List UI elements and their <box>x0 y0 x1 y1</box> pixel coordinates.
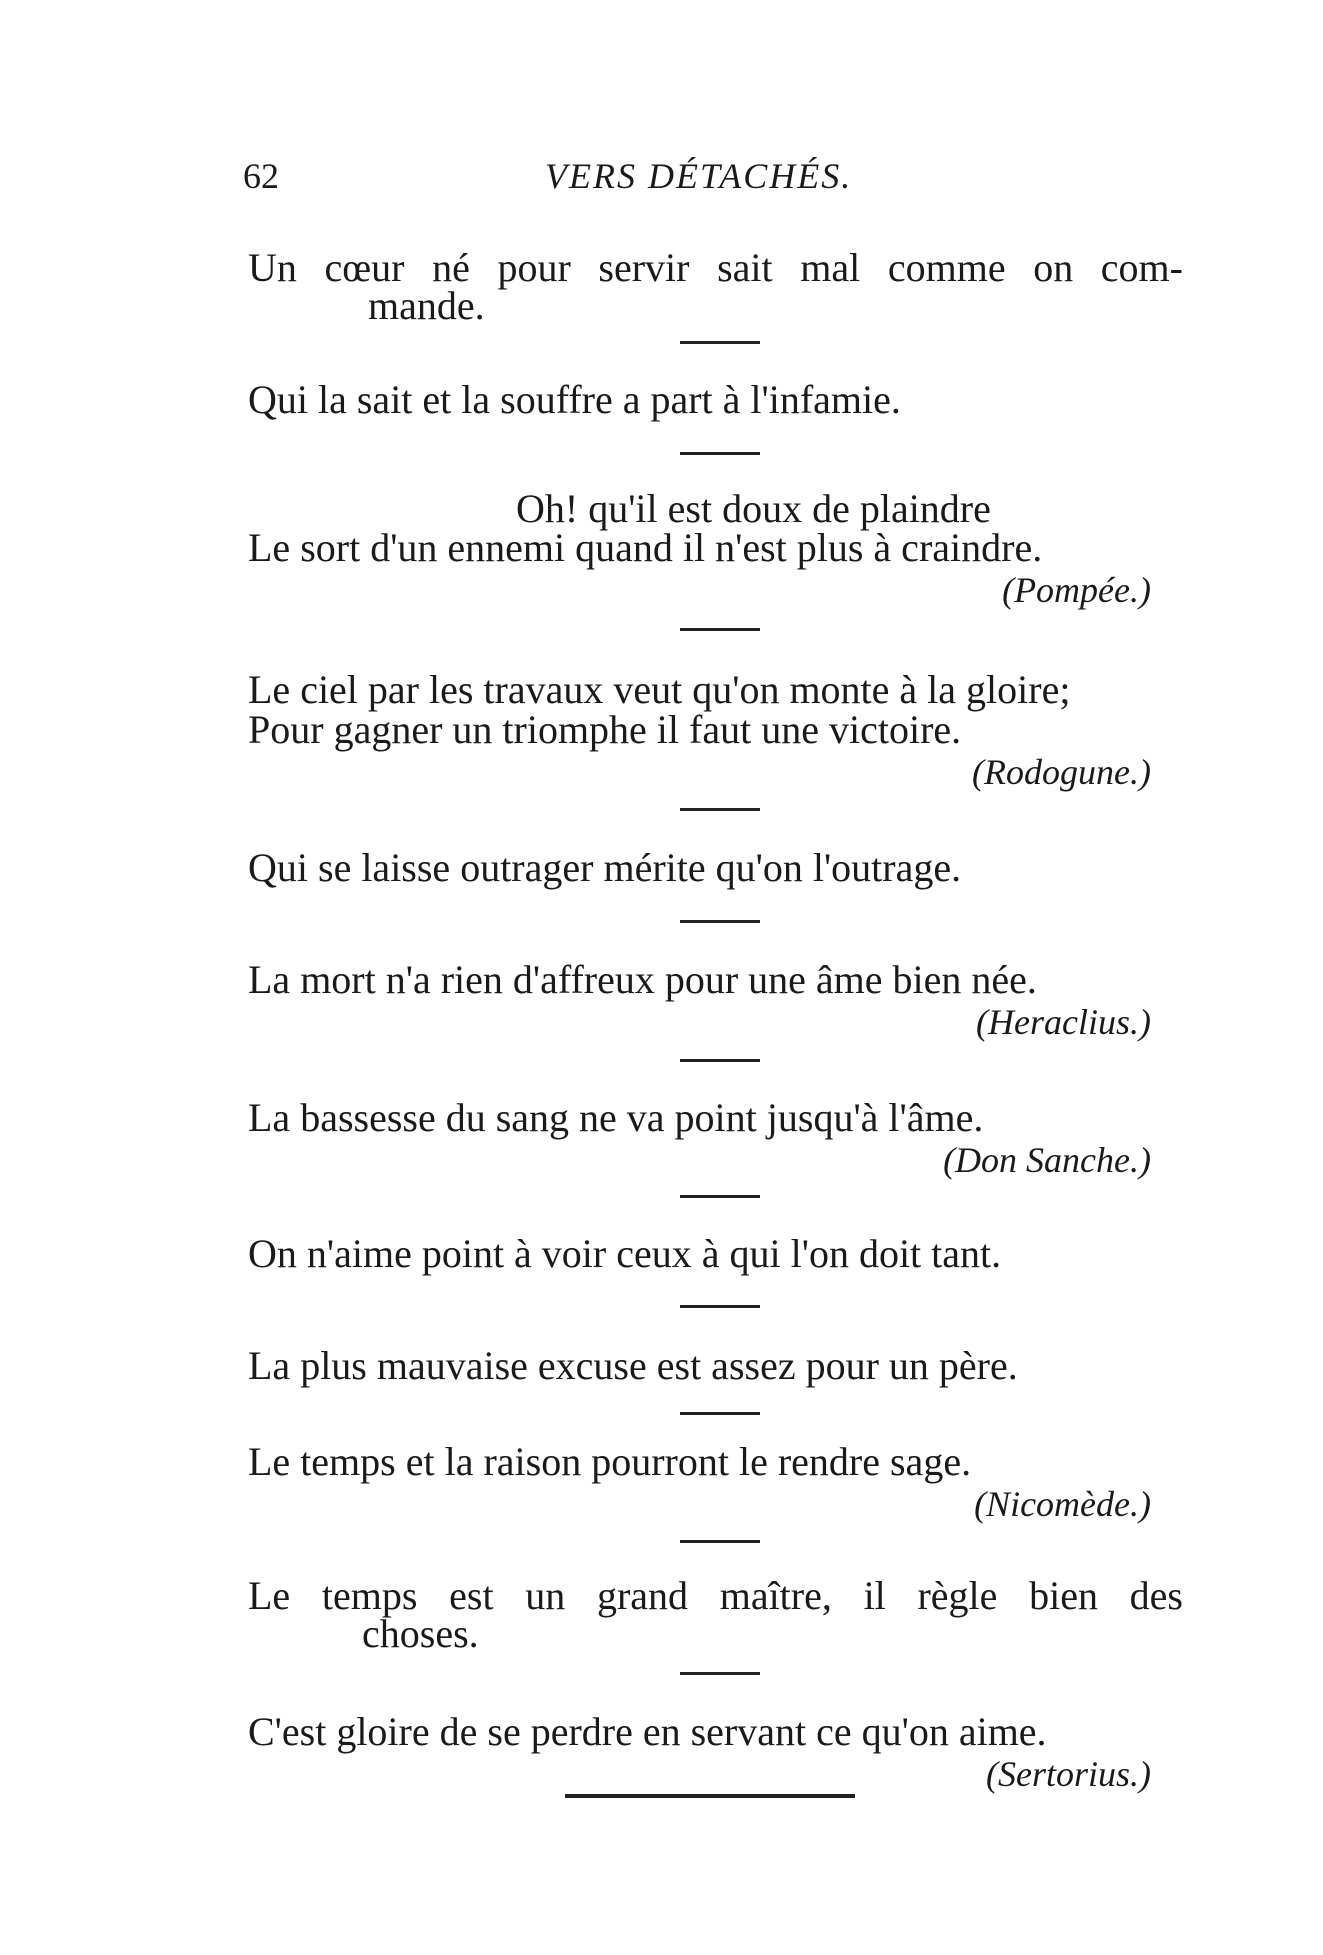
citation: (Heraclius.) <box>976 1002 1151 1042</box>
separator-rule <box>680 452 760 455</box>
separator-rule <box>680 1672 760 1675</box>
verse-line: On n'aime point à voir ceux à qui l'on doit tant. <box>248 1231 1002 1276</box>
verse-line-continuation: choses. <box>362 1611 479 1656</box>
verse-line: La mort n'a rien d'affreux pour une âme bien née. <box>248 957 1037 1002</box>
verse-line: Un cœur né pour servir sait mal comme on com- <box>248 245 1183 290</box>
separator-rule <box>680 920 760 923</box>
separator-rule <box>680 1195 760 1198</box>
separator-rule <box>680 341 760 344</box>
verse-line: Le sort d'un ennemi quand il n'est plus à craindre. <box>248 525 1043 570</box>
verse-line: Pour gagner un triomphe il faut une victoire. <box>248 707 962 752</box>
verse-line-continuation: mande. <box>368 283 485 328</box>
citation: (Pompée.) <box>1002 570 1151 610</box>
citation: (Nicomède.) <box>974 1484 1151 1524</box>
verse-line: Le ciel par les travaux veut qu'on monte à la gloire; <box>248 667 1071 712</box>
citation: (Sertorius.) <box>986 1754 1151 1794</box>
separator-rule <box>680 1305 760 1308</box>
verse-line: La bassesse du sang ne va point jusqu'à l'âme. <box>248 1095 984 1140</box>
verse-line: C'est gloire de se perdre en servant ce qu'on aime. <box>248 1709 1047 1754</box>
verse-line: Le temps et la raison pourront le rendre sage. <box>248 1439 972 1484</box>
separator-rule <box>680 808 760 811</box>
running-head: VERS DÉTACHÉS. <box>545 156 853 196</box>
separator-rule <box>680 628 760 631</box>
verse-line: Qui se laisse outrager mérite qu'on l'outrage. <box>248 845 962 890</box>
citation: (Rodogune.) <box>972 752 1151 792</box>
separator-rule <box>680 1540 760 1543</box>
separator-rule <box>680 1412 760 1415</box>
page-number: 62 <box>243 156 279 196</box>
separator-rule <box>680 1059 760 1062</box>
verse-line: Le temps est un grand maître, il règle bien des <box>248 1573 1183 1618</box>
end-rule <box>565 1794 855 1798</box>
verse-line: Oh! qu'il est doux de plaindre <box>516 486 991 531</box>
verse-line: La plus mauvaise excuse est assez pour un père. <box>248 1343 1018 1388</box>
citation: (Don Sanche.) <box>943 1140 1151 1180</box>
verse-line: Qui la sait et la souffre a part à l'infamie. <box>248 377 901 422</box>
